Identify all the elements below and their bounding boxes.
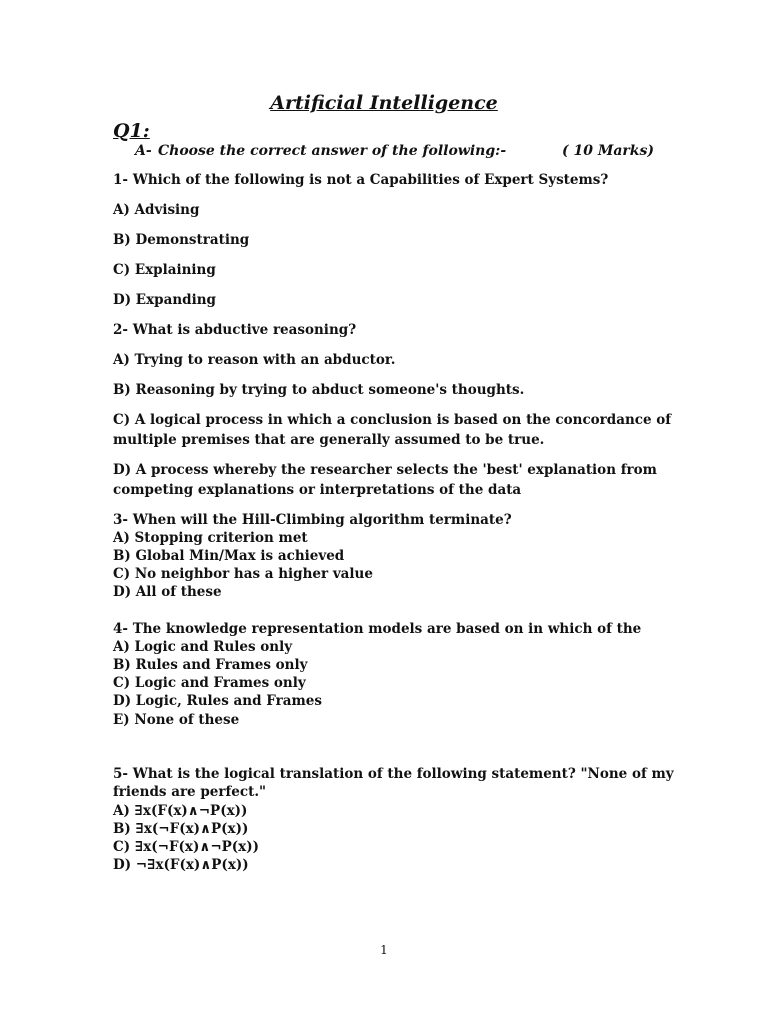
question-4-option-e: E) None of these	[113, 712, 240, 728]
section-label: A-	[135, 143, 152, 159]
question-5-option-c: C) ∃x(¬F(x)∧¬P(x))	[113, 839, 259, 855]
question-2-option-b: B) Reasoning by trying to abduct someone's thoughts.	[113, 382, 525, 398]
question-3-stem: 3- When will the Hill-Climbing algorithm terminate?	[113, 512, 512, 528]
question-2-option-c-cont: multiple premises that are generally assumed to be true.	[113, 432, 545, 448]
question-4-option-b: B) Rules and Frames only	[113, 657, 308, 673]
question-2-option-c: C) A logical process in which a conclusion is based on the concordance of	[113, 412, 672, 428]
question-3-option-b: B) Global Min/Max is achieved	[113, 548, 345, 564]
question-1-stem: 1- Which of the following is not a Capabilities of Expert Systems?	[113, 172, 609, 188]
question-1-option-a: A) Advising	[113, 202, 200, 218]
page-number: 1	[380, 943, 388, 957]
question-1-option-d: D) Expanding	[113, 292, 216, 308]
question-3-option-d: D) All of these	[113, 584, 222, 600]
question-heading: Q1:	[113, 120, 150, 142]
question-5-stem-cont: friends are perfect."	[113, 784, 267, 800]
question-4-option-d: D) Logic, Rules and Frames	[113, 693, 322, 709]
question-3-option-a: A) Stopping criterion met	[113, 530, 308, 546]
instruction-text: Choose the correct answer of the following:-	[158, 143, 507, 159]
question-4-option-c: C) Logic and Frames only	[113, 675, 306, 691]
question-2-option-d-cont: competing explanations or interpretations of the data	[113, 482, 522, 498]
question-2-option-d: D) A process whereby the researcher selects the 'best' explanation from	[113, 462, 657, 478]
question-1-option-b: B) Demonstrating	[113, 232, 250, 248]
question-2-option-a: A) Trying to reason with an abductor.	[113, 352, 396, 368]
question-4-stem: 4- The knowledge representation models are based on in which of the	[113, 621, 642, 637]
question-5-stem: 5- What is the logical translation of the following statement? "None of my	[113, 766, 674, 782]
question-5-option-d: D) ¬∃x(F(x)∧P(x))	[113, 857, 249, 873]
marks-label: ( 10 Marks)	[561, 143, 654, 159]
document-title: Artificial Intelligence	[270, 92, 498, 114]
question-4-option-a: A) Logic and Rules only	[113, 639, 293, 655]
question-2-stem: 2- What is abductive reasoning?	[113, 322, 357, 338]
question-5-option-a: A) ∃x(F(x)∧¬P(x))	[113, 803, 248, 819]
question-3-option-c: C) No neighbor has a higher value	[113, 566, 373, 582]
question-5-option-b: B) ∃x(¬F(x)∧P(x))	[113, 821, 249, 837]
question-1-option-c: C) Explaining	[113, 262, 216, 278]
